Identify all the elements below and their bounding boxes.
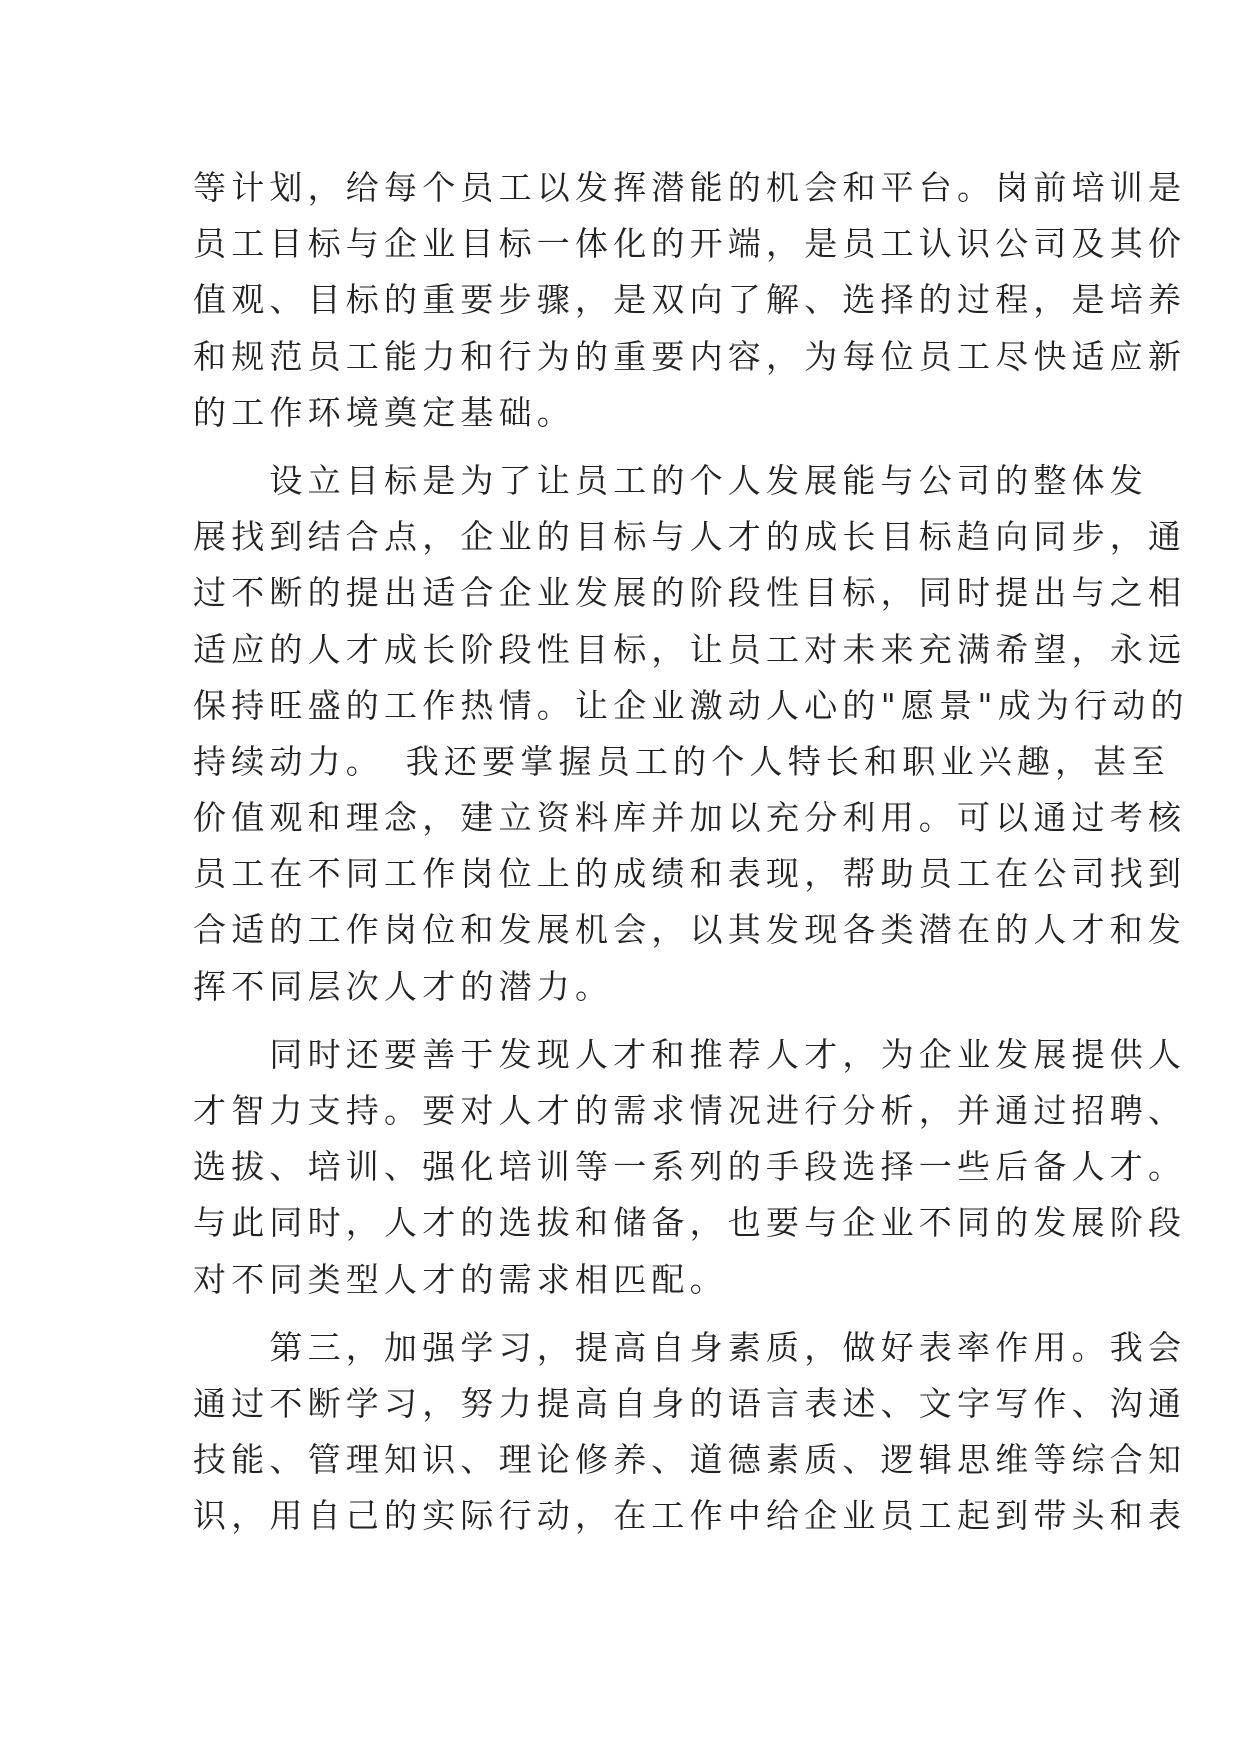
text-line: 通过不断学习，努力提高自身的语言表述、文字写作、沟通 [193,1383,1187,1423]
text-line: 值观、目标的重要步骤，是双向了解、选择的过程，是培养 [193,280,1187,320]
text-line: 识，用自己的实际行动，在工作中给企业员工起到带头和表 [193,1496,1187,1536]
text-line: 设立目标是为了让员工的个人发展能与公司的整体发 [193,460,1148,500]
paragraph-2 [193,453,1189,1015]
text-line: 过不断的提出适合企业发展的阶段性目标，同时提出与之相 [193,573,1187,613]
text-line: 价值观和理念，建立资料库并加以充分利用。可以通过考核 [193,798,1187,838]
paragraph-spacing [193,1308,1063,1320]
text-line: 技能、管理知识、理论修养、道德素质、逻辑思维等综合知 [193,1440,1187,1480]
text-line: 保持旺盛的工作热情。让企业激动人心的"愿景"成为行动的 [193,685,1189,725]
text-line: 等计划，给每个员工以发挥潜能的机会和平台。岗前培训是 [193,168,1187,207]
text-line: 第三，加强学习，提高自身素质，做好表率作用。我会 [193,1327,1187,1367]
paragraph-3 [193,1027,1187,1308]
text-line: 合适的工作岗位和发展机会，以其发现各类潜在的人才和发 [193,910,1187,950]
text-line: 才智力支持。要对人才的需求情况进行分析，并通过招聘、 [193,1091,1187,1130]
text-line: 展找到结合点，企业的目标与人才的成长目标趋向同步，通 [193,517,1187,557]
paragraph-1 [193,160,1187,441]
paragraph-spacing [193,1015,1063,1027]
paragraph-spacing [193,441,1063,453]
text-line: 与此同时，人才的选拔和储备，也要与企业不同的发展阶段 [193,1203,1187,1243]
text-line: 挥不同层次人才的潜力。 [193,966,614,1006]
text-line: 和规范员工能力和行为的重要内容，为每位员工尽快适应新 [193,336,1187,376]
text-line: 同时还要善于发现人才和推荐人才，为企业发展提供人 [193,1034,1187,1074]
text-line: 的工作环境奠定基础。 [193,392,575,432]
paragraph-4 [193,1320,1187,1545]
text-line: 选拔、培训、强化培训等一系列的手段选择一些后备人才。 [193,1147,1187,1187]
document-body [193,160,1189,1545]
text-line: 员工在不同工作岗位上的成绩和表现，帮助员工在公司找到 [193,854,1187,894]
text-line: 适应的人才成长阶段性目标，让员工对未来充满希望，永远 [193,629,1187,669]
text-line: 对不同类型人才的需求相匹配。 [193,1259,728,1299]
text-line: 员工目标与企业目标一体化的开端，是员工认识公司及其价 [193,224,1187,264]
text-line: 持续动力。 我还要掌握员工的个人特长和职业兴趣，甚至 [193,741,1170,781]
